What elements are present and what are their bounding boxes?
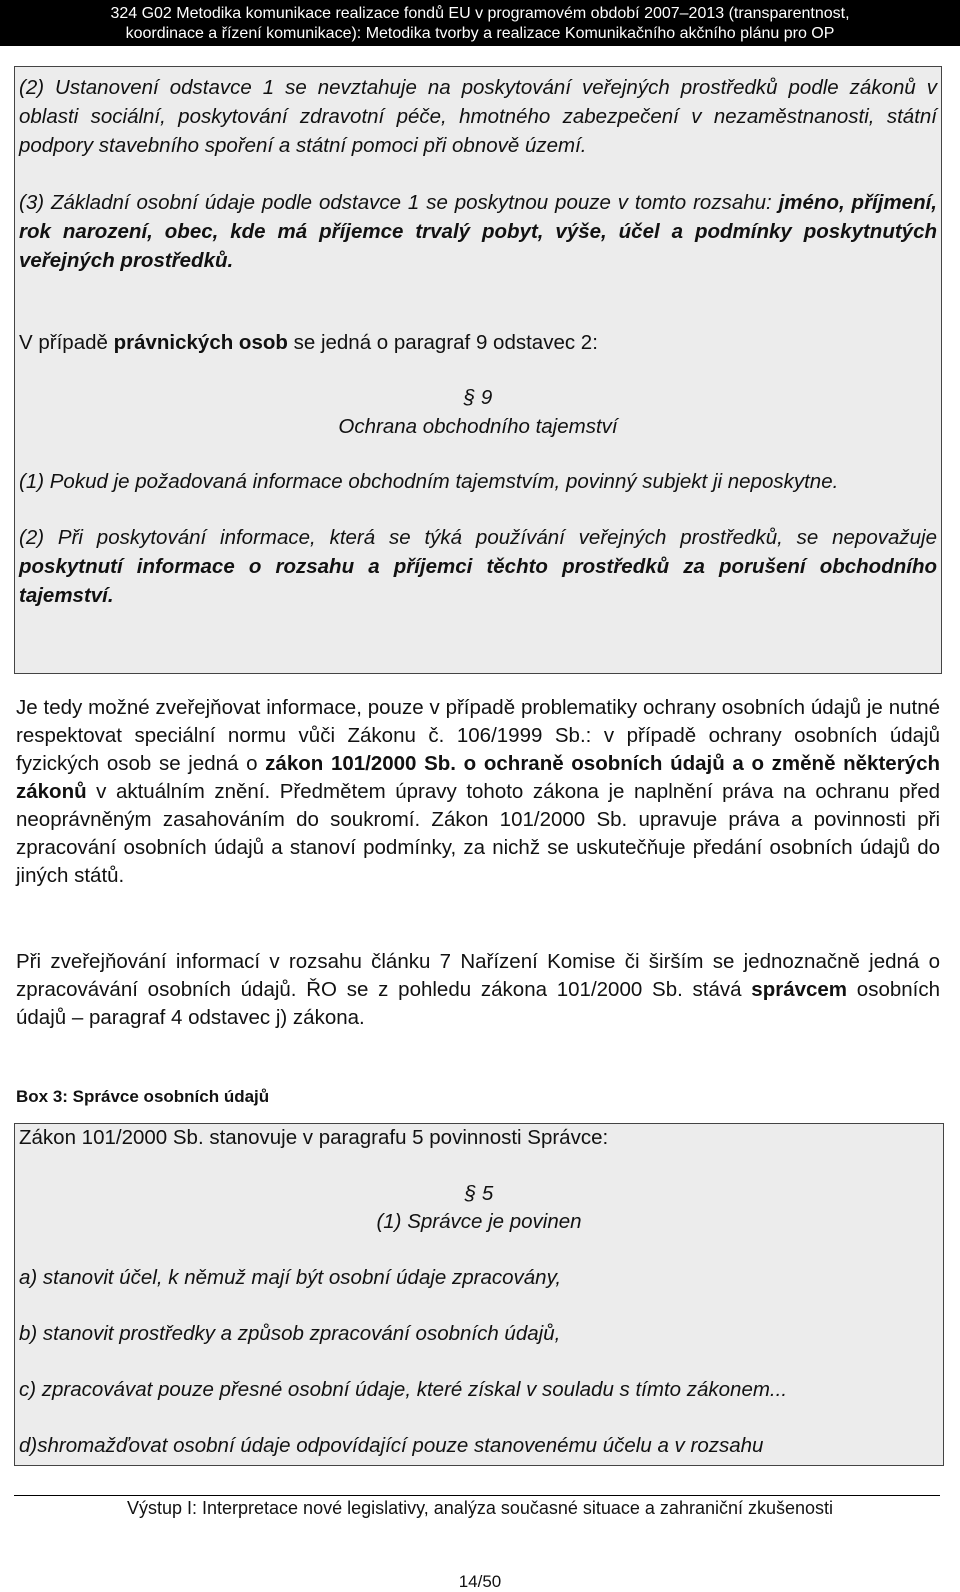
box-3-item-c: c) zpracovávat pouze přesné osobní údaje, které získal v souladu s tímto zákonem... — [19, 1378, 788, 1401]
legal-quote-box — [14, 66, 942, 674]
body-paragraph-1 — [16, 694, 940, 890]
section-9-title: Ochrana obchodního tajemství — [338, 415, 618, 438]
body-paragraph-1-a: Je tedy možné zveřejňovat informace, pouze v případě problematiky ochrany osobních údajů je nutné respektovat speciální normu vůči Zákonu č. 106/1999 Sb.: v případě ochrany osobních údajů fyzických osob se jedná o — [16, 696, 940, 775]
section-9-paragraph-1: (1) Pokud je požadovaná informace obchodním tajemstvím, povinný subjekt ji neposkytne. — [19, 470, 839, 493]
section-9-number: § 9 — [463, 386, 493, 409]
legal-persons-post: se jedná o paragraf 9 odstavec 2: — [287, 331, 598, 354]
header-line-2: koordinace a řízení komunikace): Metodika tvorby a realizace Komunikačního akčního plánu pro OP — [125, 25, 835, 42]
footer-divider — [14, 1495, 940, 1496]
section-5-number: § 5 — [464, 1182, 494, 1205]
box-3-item-b: b) stanovit prostředky a způsob zpracování osobních údajů, — [19, 1322, 561, 1345]
legal-persons-bold: právnických osob — [113, 331, 288, 354]
body-paragraph-2-bold: správcem — [751, 978, 848, 1001]
page-number: 14/50 — [458, 1572, 502, 1591]
box-3-item-a: a) stanovit účel, k němuž mají být osobní údaje zpracovány, — [19, 1266, 562, 1289]
paragraph-3-end: . — [227, 249, 234, 272]
body-paragraph-1-b: v aktuálním znění. Předmětem úpravy tohoto zákona je naplnění práva na ochranu před neoprávněným zasahováním do soukromí. Zákon 101/2000 Sb. upravuje práva a povinnosti při zpracování osobních údajů a stanoví podmínky, za nichž se uskutečňuje předání osobních údajů do jiných států. — [16, 780, 940, 887]
section-9-paragraph-2-intro: (2) Při poskytování informace, která se týká používání veřejných prostředků, se nepovažuje — [19, 526, 937, 549]
footer-text: Výstup I: Interpretace nové legislativy, analýza současné situace a zahraniční zkušenosti — [126, 1498, 834, 1518]
paragraph-2: (2) Ustanovení odstavce 1 se nevztahuje na poskytování veřejných prostředků podle zákonů v oblasti sociální, poskytování zdravotní péče, hmotného zabezpečení v nezaměstnanosti, státní podpory stavebního spoření a státní pomoci při obnově území. — [19, 76, 937, 157]
body-paragraph-2 — [16, 948, 940, 1032]
section-9-paragraph-2 — [19, 523, 937, 610]
body-paragraph-2-b: osobních údajů – paragraf 4 odstavec j) zákona. — [16, 978, 940, 1029]
legal-persons-note — [19, 328, 937, 357]
paragraph-3 — [19, 188, 937, 275]
box-3-caption: Box 3: Správce osobních údajů — [16, 1087, 270, 1106]
body-paragraph-1-bold: zákon 101/2000 Sb. o ochraně osobních údajů a o změně některých zákonů — [16, 752, 940, 803]
header-line-1: 324 G02 Metodika komunikace realizace fondů EU v programovém období 2007–2013 (transparentnost, — [110, 5, 850, 22]
box-3-intro: Zákon 101/2000 Sb. stanovuje v paragrafu 5 povinnosti Správce: — [19, 1126, 609, 1149]
document-header — [0, 0, 960, 46]
legal-persons-pre: V případě — [19, 331, 114, 354]
body-paragraph-2-a: Při zveřejňování informací v rozsahu článku 7 Nařízení Komise či širším se jednoznačně jedná o zpracovávání osobních údajů. ŘO se z pohledu zákona 101/2000 Sb. stává — [16, 950, 940, 1001]
section-9-paragraph-2-bold: poskytnutí informace o rozsahu a příjemci těchto prostředků za porušení obchodního tajemství. — [19, 555, 937, 607]
paragraph-3-intro: (3) Základní osobní údaje podle odstavce 1 se poskytnou pouze v tomto rozsahu: — [19, 191, 772, 214]
box-3-item-d: d)shromažďovat osobní údaje odpovídající pouze stanovenému účelu a v rozsahu — [19, 1434, 764, 1457]
box-3 — [14, 1123, 944, 1466]
section-5-subtitle: (1) Správce je povinen — [376, 1210, 582, 1233]
paragraph-3-bold: jméno, příjmení, rok narození, obec, kde má příjemce trvalý pobyt, výše, účel a podmínky poskytnutých veřejných prostředků — [19, 191, 937, 272]
